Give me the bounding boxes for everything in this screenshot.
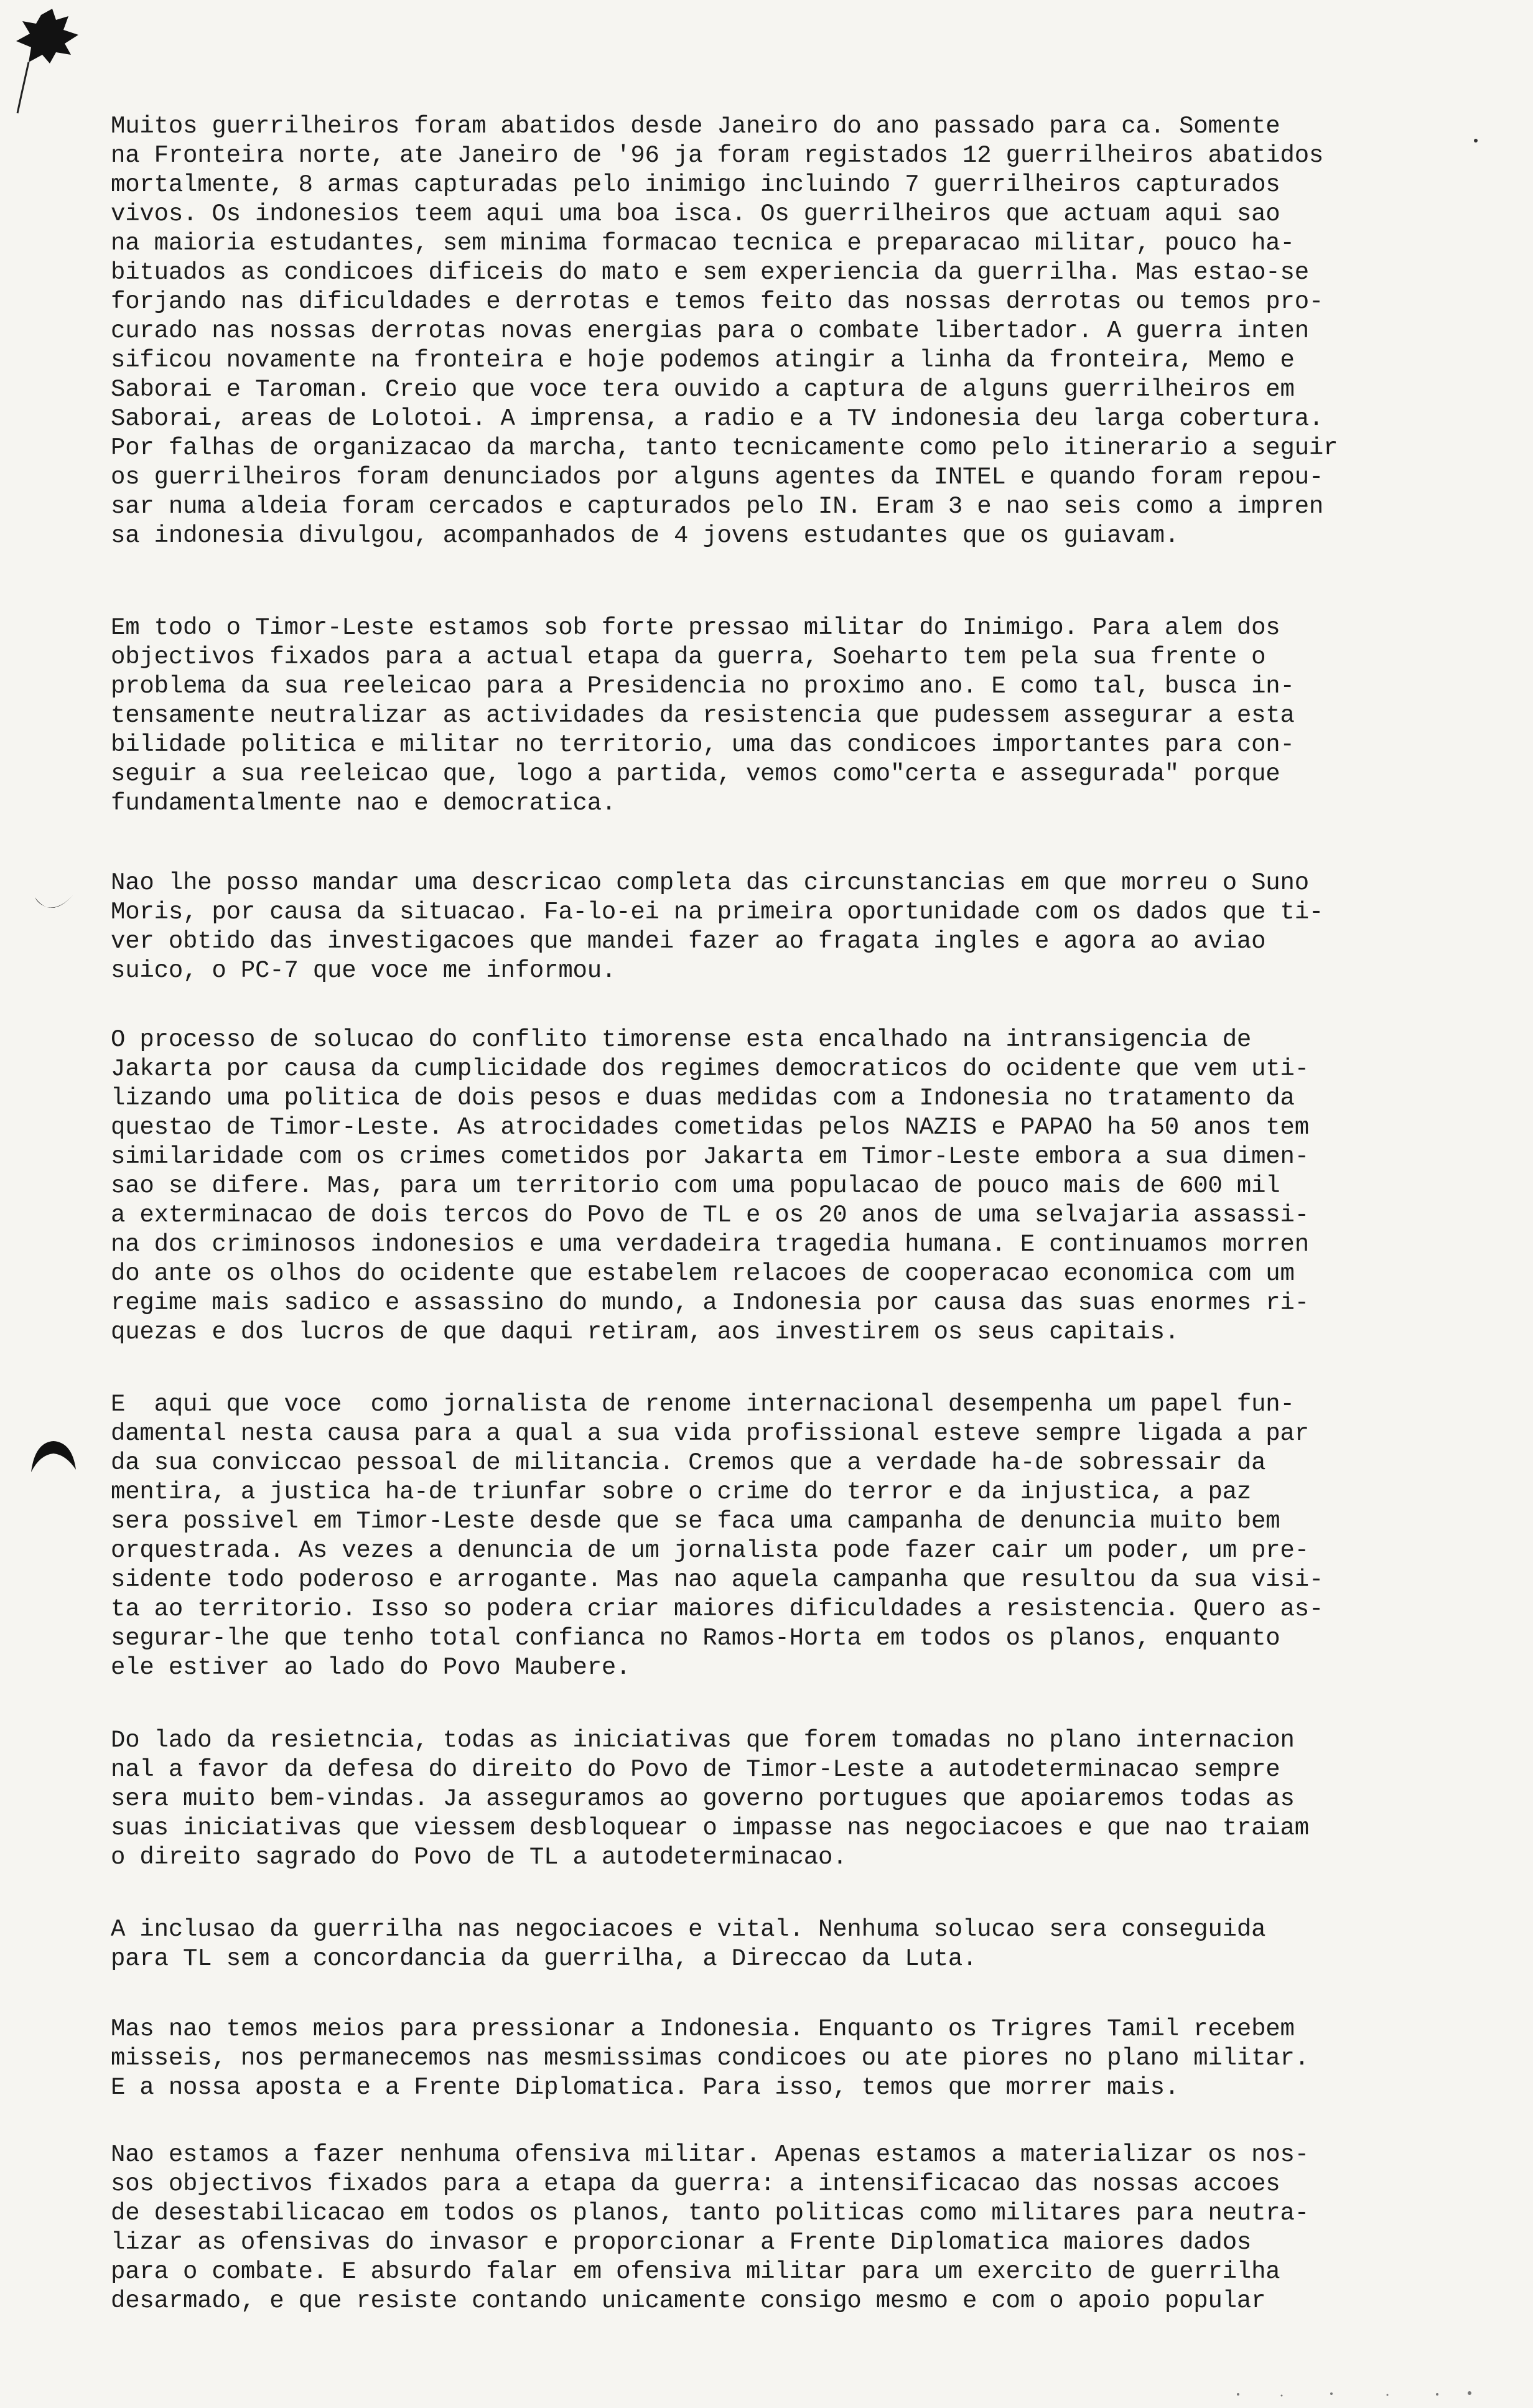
paragraph (111, 112, 1338, 551)
text-line: bilidade politica e militar no territorio, uma das condicoes importantes para con- (111, 731, 1295, 758)
text-line: Nao estamos a fazer nenhuma ofensiva militar. Apenas estamos a materializar os nos- (111, 2141, 1309, 2168)
punch-hole-mark (29, 1437, 78, 1478)
text-line: Saborai e Taroman. Creio que voce tera ouvido a captura de alguns guerrilheiros em (111, 376, 1295, 403)
ink-blot-mark (4, 2, 85, 118)
text-line: mortalmente, 8 armas capturadas pelo inimigo incluindo 7 guerrilheiros capturados (111, 171, 1280, 198)
paragraph (111, 2140, 1309, 2316)
text-line: na maioria estudantes, sem minima formacao tecnica e preparacao militar, pouco ha- (111, 230, 1295, 257)
text-line: Em todo o Timor-Leste estamos sob forte pressao militar do Inimigo. Para alem dos (111, 614, 1280, 642)
text-line: tensamente neutralizar as actividades da resistencia que pudessem assegurar a esta (111, 702, 1295, 729)
text-line: na dos criminosos indonesios e uma verdadeira tragedia humana. E continuamos morren (111, 1231, 1309, 1258)
paragraph (111, 869, 1323, 986)
text-line: sao se difere. Mas, para um territorio com uma populacao de pouco mais de 600 mil (111, 1172, 1280, 1200)
text-line: sar numa aldeia foram cercados e capturados pelo IN. Eram 3 e nao seis como a impren (111, 493, 1324, 520)
text-line: Saborai, areas de Lolotoi. A imprensa, a radio e a TV indonesia deu larga cobertura. (111, 405, 1324, 432)
text-line: sificou novamente na fronteira e hoje podemos atingir a linha da fronteira, Memo e (111, 347, 1295, 374)
text-line: sera possivel em Timor-Leste desde que se faca uma campanha de denuncia muito bem (111, 1508, 1280, 1535)
text-line: vivos. Os indonesios teem aqui uma boa isca. Os guerrilheiros que actuam aqui sao (111, 200, 1280, 228)
scan-noise (0, 2388, 1533, 2401)
text-line: Mas nao temos meios para pressionar a Indonesia. Enquanto os Trigres Tamil recebem (111, 2015, 1295, 2043)
text-line: Por falhas de organizacao da marcha, tanto tecnicamente como pelo itinerario a seguir (111, 434, 1338, 462)
text-line: ta ao territorio. Isso so podera criar maiores dificuldades a resistencia. Quero as- (111, 1595, 1324, 1623)
text-line: desarmado, e que resiste contando unicamente consigo mesmo e com o apoio popular (111, 2287, 1266, 2315)
text-line: Moris, por causa da situacao. Fa-lo-ei na primeira oportunidade com os dados que ti- (111, 898, 1324, 926)
text-line: ele estiver ao lado do Povo Maubere. (111, 1654, 631, 1681)
text-line: problema da sua reeleicao para a Presidencia no proximo ano. E como tal, busca in- (111, 673, 1295, 700)
text-line: lizando uma politica de dois pesos e duas medidas com a Indonesia no tratamento da (111, 1085, 1295, 1112)
text-line: a exterminacao de dois tercos do Povo de TL e os 20 anos de uma selvajaria assassi- (111, 1202, 1309, 1229)
text-line: segurar-lhe que tenho total confianca no Ramos-Horta em todos os planos, enquanto (111, 1625, 1280, 1652)
text-line: similaridade com os crimes cometidos por Jakarta em Timor-Leste embora a sua dimen- (111, 1143, 1309, 1170)
text-line: para o combate. E absurdo falar em ofensiva militar para um exercito de guerrilha (111, 2258, 1280, 2285)
text-line: Muitos guerrilheiros foram abatidos desde Janeiro do ano passado para ca. Somente (111, 113, 1280, 140)
text-line: o direito sagrado do Povo de TL a autodeterminacao. (111, 1844, 847, 1871)
text-line: suas iniciativas que viessem desbloquear o impasse nas negociacoes e que nao traiam (111, 1814, 1309, 1842)
text-line: objectivos fixados para a actual etapa da guerra, Soeharto tem pela sua frente o (111, 643, 1266, 671)
paragraph (111, 1025, 1309, 1347)
paragraph (111, 2015, 1309, 2102)
text-line: quezas e dos lucros de que daqui retiram, aos investirem os seus capitais. (111, 1318, 1180, 1346)
text-line: E aqui que voce como jornalista de renome internacional desempenha um papel fun- (111, 1391, 1295, 1418)
text-line: suico, o PC-7 que voce me informou. (111, 957, 617, 984)
paragraph (111, 1915, 1265, 1974)
punch-hole-mark (32, 891, 76, 925)
paragraph (111, 1390, 1323, 1682)
text-line: curado nas nossas derrotas novas energias para o combate libertador. A guerra inten (111, 317, 1309, 345)
text-line: bituados as condicoes dificeis do mato e sem experiencia da guerrilha. Mas estao-se (111, 259, 1309, 286)
text-line: lizar as ofensivas do invasor e proporcionar a Frente Diplomatica maiores dados (111, 2229, 1252, 2256)
text-line: sos objectivos fixados para a etapa da guerra: a intensificacao das nossas accoes (111, 2170, 1280, 2198)
text-line: mentira, a justica ha-de triunfar sobre o crime do terror e da injustica, a paz (111, 1478, 1252, 1506)
text-line: de desestabilicacao em todos os planos, tanto politicas como militares para neutra- (111, 2200, 1309, 2227)
text-line: na Fronteira norte, ate Janeiro de '96 ja foram registados 12 guerrilheiros abatidos (111, 142, 1324, 169)
text-line: nal a favor da defesa do direito do Povo de Timor-Leste a autodeterminacao sempre (111, 1756, 1280, 1783)
text-line: seguir a sua reeleicao que, logo a partida, vemos como"certa e assegurada" porque (111, 760, 1280, 788)
text-line: sa indonesia divulgou, acompanhados de 4 jovens estudantes que os guiavam. (111, 522, 1180, 549)
text-line: forjando nas dificuldades e derrotas e temos feito das nossas derrotas ou temos pro- (111, 288, 1324, 315)
text-line: para TL sem a concordancia da guerrilha, a Direccao da Luta. (111, 1945, 977, 1972)
text-line: damental nesta causa para a qual a sua vida profissional esteve sempre ligada a par (111, 1420, 1309, 1447)
text-line: A inclusao da guerrilha nas negociacoes e vital. Nenhuma solucao sera conseguida (111, 1916, 1266, 1943)
text-line: sidente todo poderoso e arrogante. Mas nao aquela campanha que resultou da sua visi- (111, 1566, 1324, 1594)
text-line: os guerrilheiros foram denunciados por alguns agentes da INTEL e quando foram repou- (111, 464, 1324, 491)
paragraph (111, 1726, 1309, 1872)
text-line: misseis, nos permanecemos nas mesmissimas condicoes ou ate piores no plano militar. (111, 2045, 1309, 2072)
text-line: do ante os olhos do ocidente que estabelem relacoes de cooperacao economica com um (111, 1260, 1295, 1287)
text-line: questao de Timor-Leste. As atrocidades cometidas pelos NAZIS e PAPAO ha 50 anos tem (111, 1114, 1309, 1141)
text-line: Nao lhe posso mandar uma descricao completa das circunstancias em que morreu o Suno (111, 869, 1309, 897)
text-line: Do lado da resietncia, todas as iniciativas que forem tomadas no plano internacion (111, 1727, 1295, 1754)
paragraph (111, 614, 1295, 818)
text-line: sera muito bem-vindas. Ja asseguramos ao governo portugues que apoiaremos todas as (111, 1785, 1295, 1813)
scan-speck (1472, 136, 1481, 147)
text-line: da sua conviccao pessoal de militancia. Cremos que a verdade ha-de sobressair da (111, 1449, 1266, 1477)
text-line: fundamentalmente nao e democratica. (111, 790, 617, 817)
text-line: regime mais sadico e assassino do mundo, a Indonesia por causa das suas enormes ri- (111, 1289, 1309, 1317)
text-line: ver obtido das investigacoes que mandei fazer ao fragata ingles e agora ao aviao (111, 928, 1266, 955)
text-line: Jakarta por causa da cumplicidade dos regimes democraticos do ocidente que vem uti- (111, 1055, 1309, 1083)
text-line: E a nossa aposta e a Frente Diplomatica. Para isso, temos que morrer mais. (111, 2074, 1180, 2101)
text-line: orquestrada. As vezes a denuncia de um jornalista pode fazer cair um poder, um pre- (111, 1537, 1309, 1564)
text-line: O processo de solucao do conflito timorense esta encalhado na intransigencia de (111, 1026, 1252, 1053)
